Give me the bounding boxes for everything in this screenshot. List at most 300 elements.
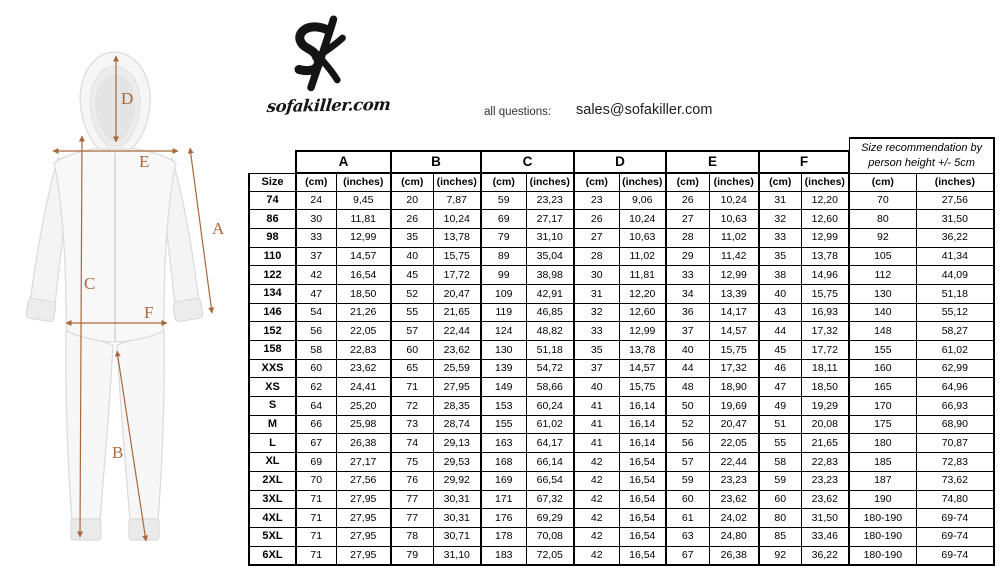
value-cell: 21,26 bbox=[336, 303, 391, 322]
value-cell: 30,71 bbox=[433, 527, 481, 546]
value-cell: 26 bbox=[574, 210, 619, 229]
value-cell: 32 bbox=[759, 210, 801, 229]
value-cell: 22,83 bbox=[801, 453, 849, 472]
size-cell: 74 bbox=[249, 191, 296, 210]
value-cell: 60,24 bbox=[526, 397, 574, 416]
value-cell: 67 bbox=[666, 546, 709, 565]
value-cell: 22,44 bbox=[709, 453, 759, 472]
value-cell: 69 bbox=[481, 210, 526, 229]
value-cell: 29,92 bbox=[433, 471, 481, 490]
value-cell: 26 bbox=[391, 210, 433, 229]
value-cell: 42 bbox=[574, 453, 619, 472]
value-cell: 30,31 bbox=[433, 509, 481, 528]
value-cell: 130 bbox=[849, 284, 916, 303]
value-cell: 72 bbox=[391, 397, 433, 416]
value-cell: 36,22 bbox=[801, 546, 849, 565]
table-row bbox=[249, 210, 994, 229]
size-cell: 152 bbox=[249, 322, 296, 341]
value-cell: 12,20 bbox=[619, 284, 666, 303]
value-cell: 33 bbox=[666, 266, 709, 285]
value-cell: 56 bbox=[666, 434, 709, 453]
value-cell: 16,14 bbox=[619, 397, 666, 416]
value-cell: 23,23 bbox=[526, 191, 574, 210]
unit-header-inches: (inches) bbox=[336, 173, 391, 191]
value-cell: 47 bbox=[296, 284, 336, 303]
value-cell: 59 bbox=[481, 191, 526, 210]
size-cell: 134 bbox=[249, 284, 296, 303]
value-cell: 33 bbox=[296, 228, 336, 247]
value-cell: 43 bbox=[759, 303, 801, 322]
value-cell: 80 bbox=[849, 210, 916, 229]
value-cell: 155 bbox=[849, 341, 916, 360]
value-cell: 89 bbox=[481, 247, 526, 266]
value-cell: 68,90 bbox=[916, 415, 994, 434]
value-cell: 44 bbox=[759, 322, 801, 341]
value-cell: 15,75 bbox=[709, 341, 759, 360]
value-cell: 69-74 bbox=[916, 546, 994, 565]
value-cell: 60 bbox=[759, 490, 801, 509]
value-cell: 58 bbox=[296, 341, 336, 360]
value-cell: 16,54 bbox=[619, 471, 666, 490]
value-cell: 52 bbox=[666, 415, 709, 434]
value-cell: 11,81 bbox=[336, 210, 391, 229]
height-recommendation-header: Size recommendation by person height +/- 5cm bbox=[849, 138, 994, 173]
value-cell: 190 bbox=[849, 490, 916, 509]
value-cell: 22,05 bbox=[336, 322, 391, 341]
value-cell: 18,50 bbox=[336, 284, 391, 303]
value-cell: 27,95 bbox=[336, 509, 391, 528]
value-cell: 37 bbox=[666, 322, 709, 341]
value-cell: 155 bbox=[481, 415, 526, 434]
value-cell: 40 bbox=[759, 284, 801, 303]
value-cell: 40 bbox=[391, 247, 433, 266]
value-cell: 171 bbox=[481, 490, 526, 509]
value-cell: 24,41 bbox=[336, 378, 391, 397]
value-cell: 17,72 bbox=[801, 341, 849, 360]
value-cell: 27 bbox=[574, 228, 619, 247]
value-cell: 14,96 bbox=[801, 266, 849, 285]
value-cell: 29,53 bbox=[433, 453, 481, 472]
size-cell: 6XL bbox=[249, 546, 296, 565]
value-cell: 42 bbox=[296, 266, 336, 285]
unit-header-cm: (cm) bbox=[759, 173, 801, 191]
value-cell: 18,11 bbox=[801, 359, 849, 378]
measure-label-d: D bbox=[121, 89, 134, 108]
measure-label-e: E bbox=[139, 152, 150, 171]
value-cell: 170 bbox=[849, 397, 916, 416]
questions-label: all questions: bbox=[484, 106, 552, 118]
value-cell: 71 bbox=[296, 490, 336, 509]
unit-header-inches: (inches) bbox=[916, 173, 994, 191]
value-cell: 60 bbox=[296, 359, 336, 378]
table-row bbox=[249, 341, 994, 360]
onesie-illustration bbox=[0, 0, 250, 584]
value-cell: 65 bbox=[391, 359, 433, 378]
value-cell: 109 bbox=[481, 284, 526, 303]
value-cell: 140 bbox=[849, 303, 916, 322]
value-cell: 64 bbox=[296, 397, 336, 416]
value-cell: 20,47 bbox=[709, 415, 759, 434]
value-cell: 72,83 bbox=[916, 453, 994, 472]
value-cell: 24,80 bbox=[709, 527, 759, 546]
value-cell: 30,31 bbox=[433, 490, 481, 509]
garment-diagram bbox=[0, 0, 250, 584]
value-cell: 28,74 bbox=[433, 415, 481, 434]
value-cell: 66 bbox=[296, 415, 336, 434]
measure-label-b: B bbox=[112, 443, 124, 462]
value-cell: 12,99 bbox=[709, 266, 759, 285]
value-cell: 48 bbox=[666, 378, 709, 397]
unit-header-inches: (inches) bbox=[619, 173, 666, 191]
spacer-cell bbox=[249, 138, 849, 151]
value-cell: 69 bbox=[296, 453, 336, 472]
unit-header-cm: (cm) bbox=[849, 173, 916, 191]
value-cell: 130 bbox=[481, 341, 526, 360]
table-row bbox=[249, 471, 994, 490]
column-group-d: D bbox=[574, 151, 666, 173]
value-cell: 20,08 bbox=[801, 415, 849, 434]
value-cell: 27,17 bbox=[526, 210, 574, 229]
value-cell: 27,95 bbox=[433, 378, 481, 397]
value-cell: 13,39 bbox=[709, 284, 759, 303]
value-cell: 59 bbox=[666, 471, 709, 490]
value-cell: 16,54 bbox=[619, 490, 666, 509]
value-cell: 78 bbox=[391, 527, 433, 546]
value-cell: 55 bbox=[759, 434, 801, 453]
value-cell: 7,87 bbox=[433, 191, 481, 210]
value-cell: 40 bbox=[666, 341, 709, 360]
value-cell: 35,04 bbox=[526, 247, 574, 266]
column-group-e: E bbox=[666, 151, 759, 173]
value-cell: 73,62 bbox=[916, 471, 994, 490]
value-cell: 44,09 bbox=[916, 266, 994, 285]
size-cell: XXS bbox=[249, 359, 296, 378]
value-cell: 23,23 bbox=[709, 471, 759, 490]
value-cell: 12,60 bbox=[619, 303, 666, 322]
value-cell: 50 bbox=[666, 397, 709, 416]
table-row bbox=[249, 415, 994, 434]
value-cell: 57 bbox=[391, 322, 433, 341]
size-cell: 158 bbox=[249, 341, 296, 360]
value-cell: 105 bbox=[849, 247, 916, 266]
value-cell: 52 bbox=[391, 284, 433, 303]
brand-site-text: sofakiller.com bbox=[266, 94, 392, 117]
value-cell: 58,66 bbox=[526, 378, 574, 397]
value-cell: 48,82 bbox=[526, 322, 574, 341]
measure-label-a: A bbox=[212, 219, 225, 238]
table-row bbox=[249, 303, 994, 322]
value-cell: 30 bbox=[574, 266, 619, 285]
size-cell: 110 bbox=[249, 247, 296, 266]
size-cell: XS bbox=[249, 378, 296, 397]
size-cell: 98 bbox=[249, 228, 296, 247]
value-cell: 45 bbox=[759, 341, 801, 360]
value-cell: 9,06 bbox=[619, 191, 666, 210]
value-cell: 168 bbox=[481, 453, 526, 472]
value-cell: 58 bbox=[759, 453, 801, 472]
value-cell: 33 bbox=[759, 228, 801, 247]
value-cell: 22,44 bbox=[433, 322, 481, 341]
value-cell: 15,75 bbox=[801, 284, 849, 303]
table-row bbox=[249, 527, 994, 546]
value-cell: 19,69 bbox=[709, 397, 759, 416]
value-cell: 14,17 bbox=[709, 303, 759, 322]
value-cell: 26,38 bbox=[709, 546, 759, 565]
value-cell: 10,24 bbox=[619, 210, 666, 229]
value-cell: 16,93 bbox=[801, 303, 849, 322]
value-cell: 62 bbox=[296, 378, 336, 397]
value-cell: 23 bbox=[574, 191, 619, 210]
value-cell: 66,54 bbox=[526, 471, 574, 490]
value-cell: 70 bbox=[296, 471, 336, 490]
table-row bbox=[249, 359, 994, 378]
size-cell: 2XL bbox=[249, 471, 296, 490]
table-row bbox=[249, 378, 994, 397]
value-cell: 60 bbox=[666, 490, 709, 509]
value-cell: 70,87 bbox=[916, 434, 994, 453]
value-cell: 18,50 bbox=[801, 378, 849, 397]
value-cell: 66,14 bbox=[526, 453, 574, 472]
value-cell: 47 bbox=[759, 378, 801, 397]
value-cell: 42 bbox=[574, 490, 619, 509]
value-cell: 25,20 bbox=[336, 397, 391, 416]
value-cell: 153 bbox=[481, 397, 526, 416]
value-cell: 31,10 bbox=[433, 546, 481, 565]
value-cell: 16,14 bbox=[619, 415, 666, 434]
value-cell: 79 bbox=[391, 546, 433, 565]
value-cell: 59 bbox=[759, 471, 801, 490]
value-cell: 74 bbox=[391, 434, 433, 453]
value-cell: 41,34 bbox=[916, 247, 994, 266]
value-cell: 24 bbox=[296, 191, 336, 210]
value-cell: 16,54 bbox=[619, 453, 666, 472]
value-cell: 14,57 bbox=[709, 322, 759, 341]
value-cell: 14,57 bbox=[336, 247, 391, 266]
unit-header-cm: (cm) bbox=[296, 173, 336, 191]
value-cell: 180-190 bbox=[849, 546, 916, 565]
value-cell: 26,38 bbox=[336, 434, 391, 453]
value-cell: 27,56 bbox=[916, 191, 994, 210]
value-cell: 24,02 bbox=[709, 509, 759, 528]
value-cell: 23,62 bbox=[336, 359, 391, 378]
value-cell: 10,63 bbox=[709, 210, 759, 229]
value-cell: 36 bbox=[666, 303, 709, 322]
table-row bbox=[249, 397, 994, 416]
column-group-f: F bbox=[759, 151, 849, 173]
size-cell: 4XL bbox=[249, 509, 296, 528]
value-cell: 42 bbox=[574, 509, 619, 528]
value-cell: 40 bbox=[574, 378, 619, 397]
size-cell: 5XL bbox=[249, 527, 296, 546]
value-cell: 80 bbox=[759, 509, 801, 528]
value-cell: 16,54 bbox=[619, 509, 666, 528]
value-cell: 14,57 bbox=[619, 359, 666, 378]
value-cell: 51,18 bbox=[526, 341, 574, 360]
value-cell: 36,22 bbox=[916, 228, 994, 247]
value-cell: 9,45 bbox=[336, 191, 391, 210]
table-row bbox=[249, 284, 994, 303]
value-cell: 149 bbox=[481, 378, 526, 397]
value-cell: 72,05 bbox=[526, 546, 574, 565]
value-cell: 31 bbox=[574, 284, 619, 303]
value-cell: 187 bbox=[849, 471, 916, 490]
unit-header-cm: (cm) bbox=[391, 173, 433, 191]
value-cell: 46 bbox=[759, 359, 801, 378]
value-cell: 35 bbox=[574, 341, 619, 360]
value-cell: 61,02 bbox=[916, 341, 994, 360]
value-cell: 21,65 bbox=[433, 303, 481, 322]
value-cell: 23,62 bbox=[801, 490, 849, 509]
value-cell: 16,14 bbox=[619, 434, 666, 453]
measure-label-c: C bbox=[84, 274, 96, 293]
value-cell: 35 bbox=[391, 228, 433, 247]
value-cell: 28 bbox=[666, 228, 709, 247]
value-cell: 175 bbox=[849, 415, 916, 434]
value-cell: 34 bbox=[666, 284, 709, 303]
value-cell: 163 bbox=[481, 434, 526, 453]
contact-email: sales@sofakiller.com bbox=[576, 102, 713, 118]
value-cell: 12,60 bbox=[801, 210, 849, 229]
value-cell: 180-190 bbox=[849, 527, 916, 546]
value-cell: 46,85 bbox=[526, 303, 574, 322]
table-row bbox=[249, 228, 994, 247]
value-cell: 12,99 bbox=[801, 228, 849, 247]
value-cell: 51,18 bbox=[916, 284, 994, 303]
value-cell: 99 bbox=[481, 266, 526, 285]
value-cell: 119 bbox=[481, 303, 526, 322]
value-cell: 92 bbox=[759, 546, 801, 565]
table-row bbox=[249, 490, 994, 509]
value-cell: 49 bbox=[759, 397, 801, 416]
value-cell: 17,72 bbox=[433, 266, 481, 285]
value-cell: 33,46 bbox=[801, 527, 849, 546]
value-cell: 17,32 bbox=[801, 322, 849, 341]
value-cell: 67,32 bbox=[526, 490, 574, 509]
value-cell: 112 bbox=[849, 266, 916, 285]
value-cell: 31,10 bbox=[526, 228, 574, 247]
value-cell: 13,78 bbox=[433, 228, 481, 247]
value-cell: 61,02 bbox=[526, 415, 574, 434]
sk-logo-icon bbox=[281, 6, 356, 100]
size-column-header: Size bbox=[249, 173, 296, 191]
value-cell: 160 bbox=[849, 359, 916, 378]
table-row bbox=[249, 546, 994, 565]
value-cell: 27,95 bbox=[336, 546, 391, 565]
value-cell: 60 bbox=[391, 341, 433, 360]
table-row bbox=[249, 322, 994, 341]
value-cell: 74,80 bbox=[916, 490, 994, 509]
size-cell: 122 bbox=[249, 266, 296, 285]
value-cell: 28 bbox=[574, 247, 619, 266]
value-cell: 11,42 bbox=[709, 247, 759, 266]
value-cell: 55,12 bbox=[916, 303, 994, 322]
value-cell: 16,54 bbox=[619, 527, 666, 546]
value-cell: 33 bbox=[574, 322, 619, 341]
value-cell: 41 bbox=[574, 434, 619, 453]
value-cell: 15,75 bbox=[433, 247, 481, 266]
value-cell: 12,99 bbox=[336, 228, 391, 247]
value-cell: 71 bbox=[296, 546, 336, 565]
value-cell: 25,98 bbox=[336, 415, 391, 434]
value-cell: 180 bbox=[849, 434, 916, 453]
spacer-cell bbox=[249, 151, 296, 173]
value-cell: 29,13 bbox=[433, 434, 481, 453]
value-cell: 64,96 bbox=[916, 378, 994, 397]
table-row bbox=[249, 453, 994, 472]
value-cell: 85 bbox=[759, 527, 801, 546]
value-cell: 75 bbox=[391, 453, 433, 472]
size-cell: S bbox=[249, 397, 296, 416]
value-cell: 16,54 bbox=[336, 266, 391, 285]
value-cell: 66,93 bbox=[916, 397, 994, 416]
measure-label-f: F bbox=[144, 303, 154, 322]
value-cell: 22,83 bbox=[336, 341, 391, 360]
value-cell: 31,50 bbox=[801, 509, 849, 528]
value-cell: 69,29 bbox=[526, 509, 574, 528]
value-cell: 63 bbox=[666, 527, 709, 546]
value-cell: 44 bbox=[666, 359, 709, 378]
value-cell: 51 bbox=[759, 415, 801, 434]
size-cell: L bbox=[249, 434, 296, 453]
table-row bbox=[249, 509, 994, 528]
value-cell: 185 bbox=[849, 453, 916, 472]
table-row bbox=[249, 266, 994, 285]
value-cell: 77 bbox=[391, 509, 433, 528]
value-cell: 28,35 bbox=[433, 397, 481, 416]
value-cell: 27,17 bbox=[336, 453, 391, 472]
value-cell: 27 bbox=[666, 210, 709, 229]
value-cell: 73 bbox=[391, 415, 433, 434]
value-cell: 178 bbox=[481, 527, 526, 546]
value-cell: 54,72 bbox=[526, 359, 574, 378]
value-cell: 15,75 bbox=[619, 378, 666, 397]
value-cell: 16,54 bbox=[619, 546, 666, 565]
value-cell: 124 bbox=[481, 322, 526, 341]
value-cell: 67 bbox=[296, 434, 336, 453]
value-cell: 17,32 bbox=[709, 359, 759, 378]
value-cell: 69-74 bbox=[916, 509, 994, 528]
value-cell: 139 bbox=[481, 359, 526, 378]
column-group-b: B bbox=[391, 151, 481, 173]
value-cell: 54 bbox=[296, 303, 336, 322]
value-cell: 32 bbox=[574, 303, 619, 322]
value-cell: 70,08 bbox=[526, 527, 574, 546]
unit-header-inches: (inches) bbox=[526, 173, 574, 191]
table-row bbox=[249, 191, 994, 210]
value-cell: 31,50 bbox=[916, 210, 994, 229]
value-cell: 41 bbox=[574, 415, 619, 434]
value-cell: 42 bbox=[574, 527, 619, 546]
value-cell: 165 bbox=[849, 378, 916, 397]
value-cell: 37 bbox=[296, 247, 336, 266]
value-cell: 69-74 bbox=[916, 527, 994, 546]
value-cell: 183 bbox=[481, 546, 526, 565]
value-cell: 12,20 bbox=[801, 191, 849, 210]
value-cell: 57 bbox=[666, 453, 709, 472]
unit-header-cm: (cm) bbox=[481, 173, 526, 191]
size-cell: XL bbox=[249, 453, 296, 472]
value-cell: 76 bbox=[391, 471, 433, 490]
table-row bbox=[249, 247, 994, 266]
table-row bbox=[249, 138, 994, 151]
unit-header-cm: (cm) bbox=[574, 173, 619, 191]
value-cell: 13,78 bbox=[801, 247, 849, 266]
value-cell: 79 bbox=[481, 228, 526, 247]
value-cell: 35 bbox=[759, 247, 801, 266]
value-cell: 42,91 bbox=[526, 284, 574, 303]
column-group-a: A bbox=[296, 151, 391, 173]
size-cell: 86 bbox=[249, 210, 296, 229]
